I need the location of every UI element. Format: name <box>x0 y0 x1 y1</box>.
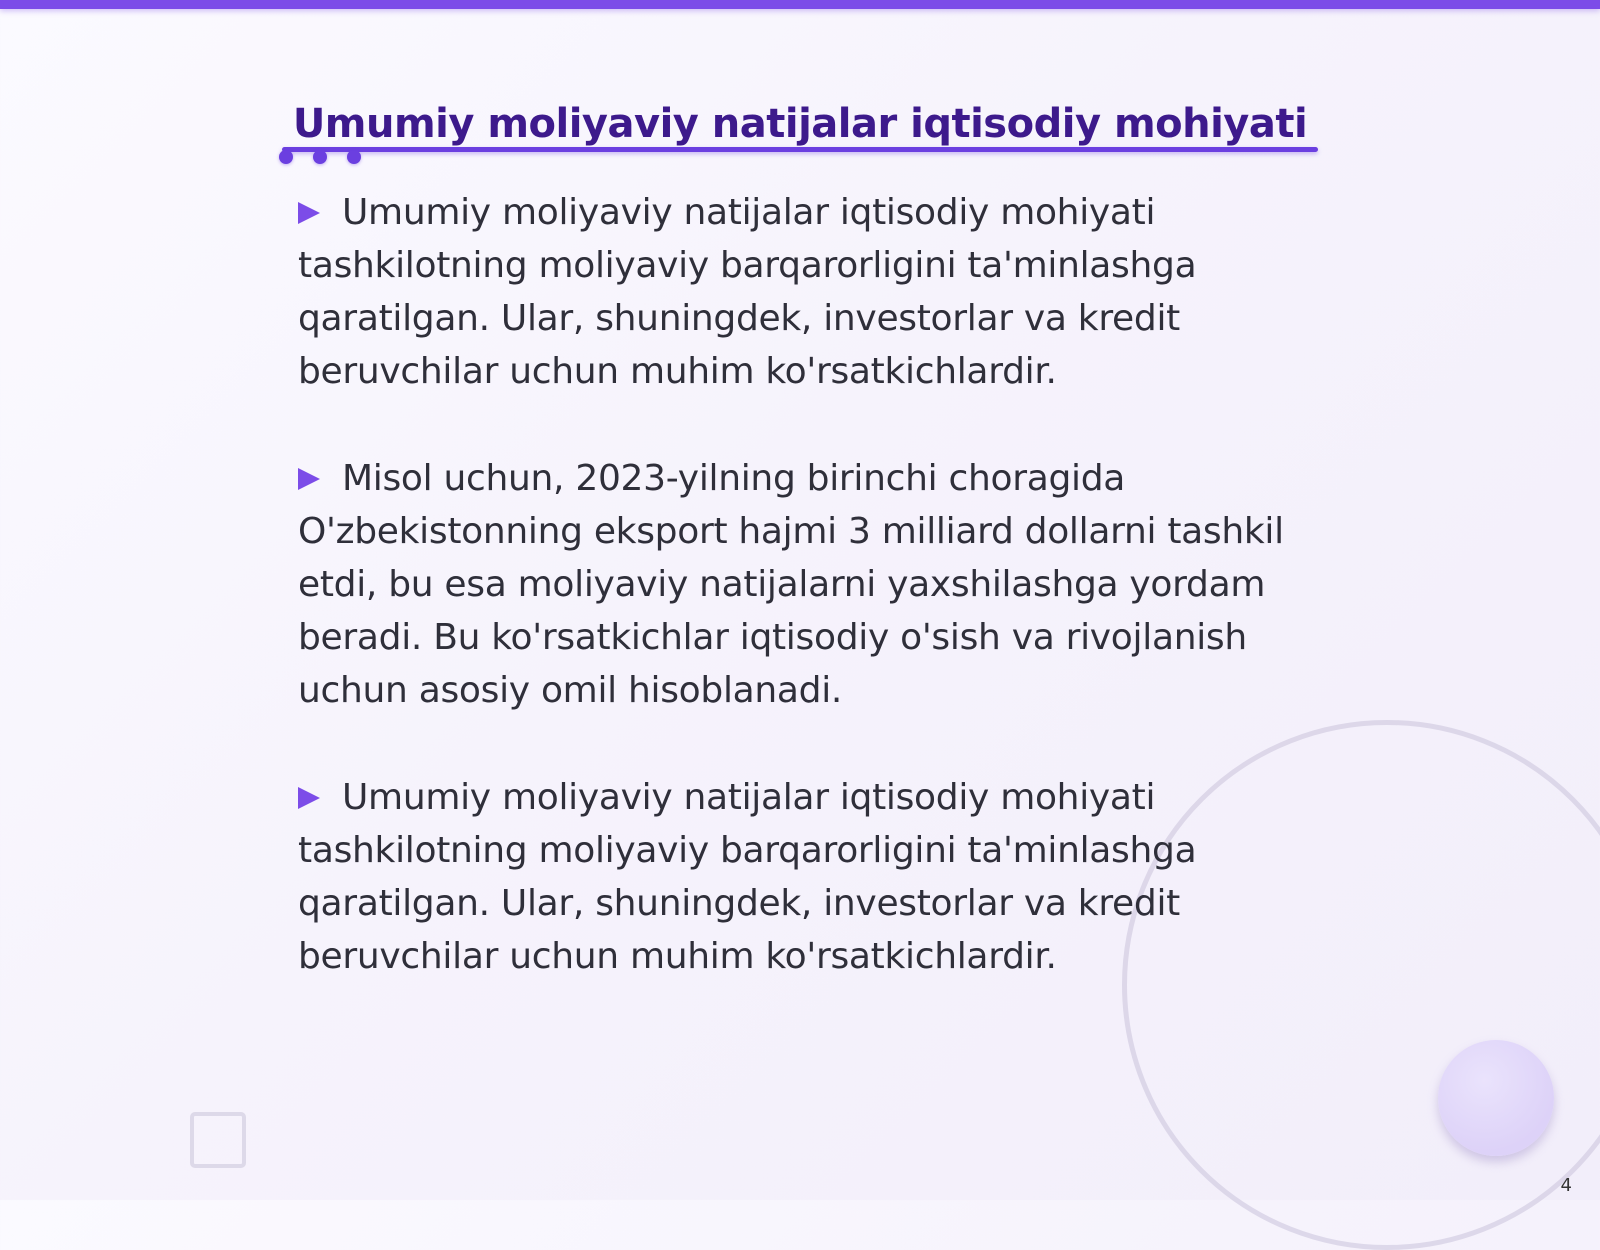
paragraph-text: Umumiy moliyaviy natijalar iqtisodiy mohiyati tashkilotning moliyaviy barqarorligini ta'minlashga qaratilgan. Ular, shuningdek, investorlar va kredit beruvchilar uchun muhim ko'rsatkichlardir. <box>298 777 1197 977</box>
decorative-square <box>190 1112 246 1168</box>
decorative-circle <box>1438 1040 1554 1156</box>
decorative-dot <box>313 150 327 164</box>
decorative-dot <box>279 150 293 164</box>
slide-body <box>298 186 1318 1037</box>
bullet-paragraph <box>298 452 1318 717</box>
slide-title: Umumiy moliyaviy natijalar iqtisodiy mohiyati <box>292 101 1308 147</box>
page-number: 4 <box>1560 1175 1572 1196</box>
decorative-dot <box>347 150 361 164</box>
paragraph-text: Umumiy moliyaviy natijalar iqtisodiy mohiyati tashkilotning moliyaviy barqarorligini ta'minlashga qaratilgan. Ular, shuningdek, investorlar va kredit beruvchilar uchun muhim ko'rsatkichlardir. <box>298 192 1197 392</box>
triangle-bullet-icon <box>298 787 320 809</box>
triangle-bullet-icon <box>298 202 320 224</box>
bullet-paragraph <box>298 186 1318 398</box>
title-underline <box>282 147 1318 152</box>
bullet-paragraph <box>298 771 1318 983</box>
top-accent-bar <box>0 0 1600 9</box>
paragraph-text: Misol uchun, 2023-yilning birinchi choragida O'zbekistonning eksport hajmi 3 milliard dollarni tashkil etdi, bu esa moliyaviy natijalarni yaxshilashga yordam beradi. Bu ko'rsatkichlar iqtisodiy o'sish va rivojlanish uchun asosiy omil hisoblanadi. <box>298 458 1284 711</box>
triangle-bullet-icon <box>298 468 320 490</box>
